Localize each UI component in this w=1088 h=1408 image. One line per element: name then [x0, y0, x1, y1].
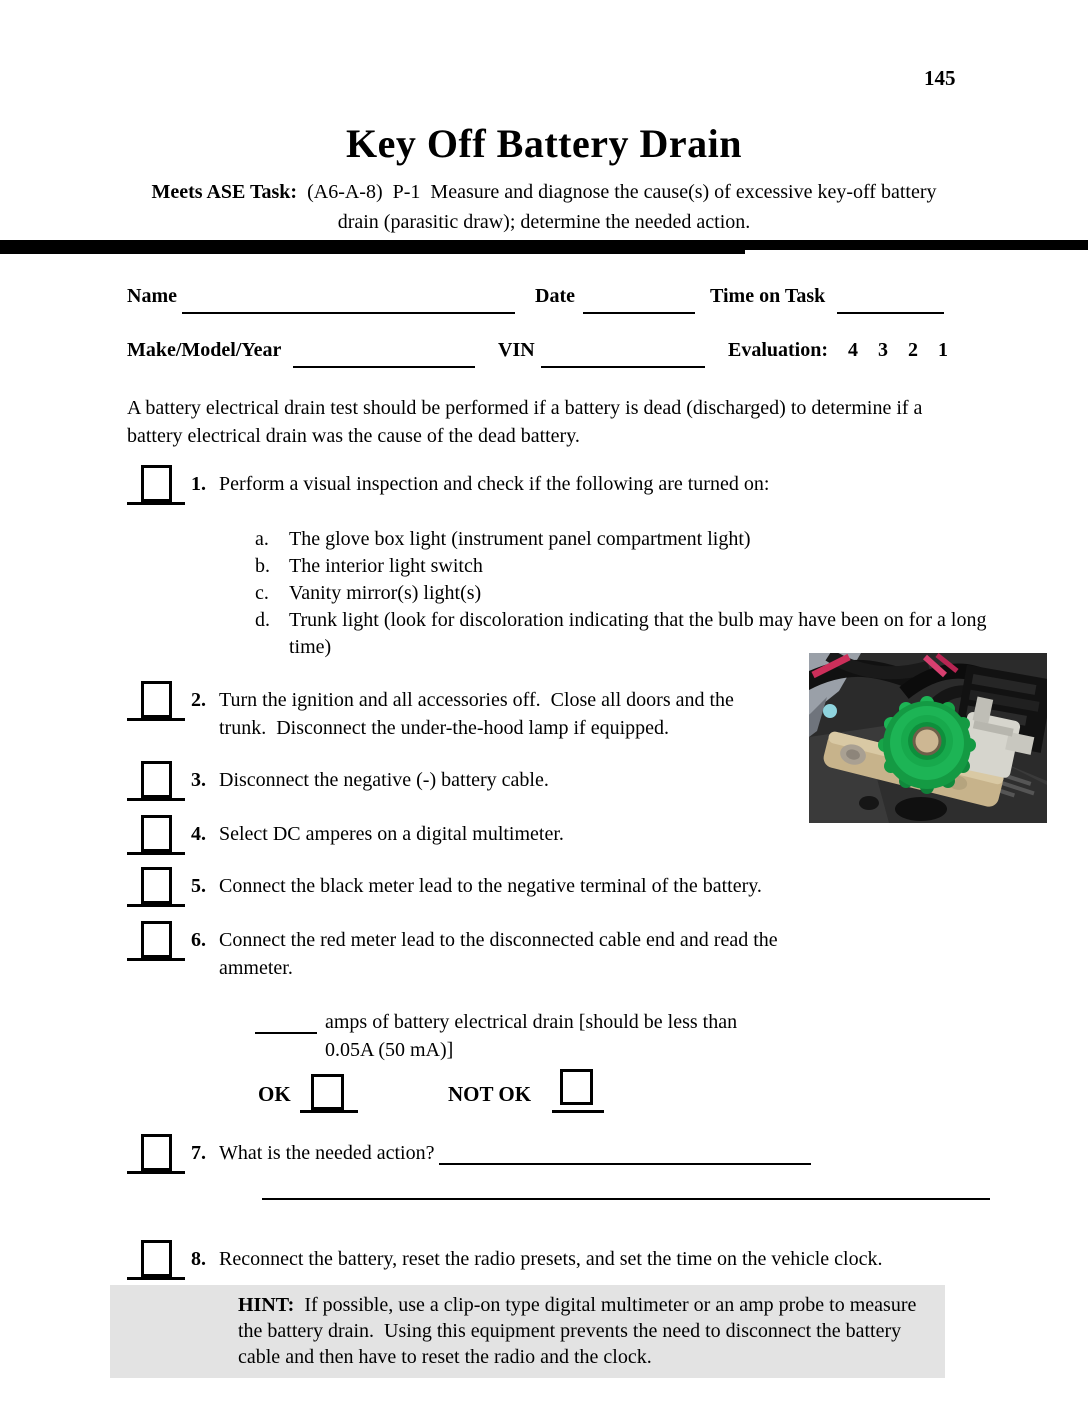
make-model-year-label: Make/Model/Year	[127, 339, 282, 361]
step-8	[127, 1245, 882, 1280]
step-3	[127, 766, 549, 801]
step-4-checkline	[127, 815, 185, 855]
name-blank[interactable]	[182, 285, 515, 314]
step-3-text: Disconnect the negative (-) battery cable.	[219, 769, 549, 791]
sub-item-c-text: Vanity mirror(s) light(s)	[289, 582, 482, 604]
sub-item-c	[255, 580, 1000, 607]
step-6-number: 6.	[191, 929, 206, 951]
step-7	[127, 1139, 811, 1174]
step-6	[127, 926, 794, 982]
step-1-checkline	[127, 465, 185, 505]
step-7-checkline	[127, 1134, 185, 1174]
step-7-number: 7.	[191, 1142, 206, 1164]
step-4	[127, 820, 564, 855]
step-8-checkline	[127, 1240, 185, 1280]
amps-text	[325, 1008, 795, 1064]
amps-blank[interactable]	[255, 1008, 317, 1034]
needed-action-blank-2[interactable]	[262, 1172, 990, 1200]
intro-paragraph: A battery electrical drain test should be performed if a battery is dead (discharged) to determine if a battery electrical drain was the cause of the dead battery.	[127, 397, 928, 447]
step-8-checkbox[interactable]	[141, 1240, 172, 1277]
sub-item-a-text: The glove box light (instrument panel compartment light)	[289, 528, 751, 550]
step-5	[127, 872, 762, 907]
time-on-task-blank[interactable]	[837, 285, 944, 314]
step-6-checkbox[interactable]	[141, 921, 172, 958]
sub-item-b	[255, 553, 1000, 580]
step-7-checkbox[interactable]	[141, 1134, 172, 1171]
step-3-checkline	[127, 761, 185, 801]
sub-item-a	[255, 526, 1000, 553]
step-5-checkbox[interactable]	[141, 867, 172, 904]
vehicle-row	[127, 339, 1027, 369]
vin-blank[interactable]	[541, 339, 705, 368]
step-2-number: 2.	[191, 689, 206, 711]
divider-bar-thick-left	[0, 249, 745, 254]
hint-text: If possible, use a clip-on type digital multimeter or an amp probe to measure the battery drain. Using this equipment prevents the need to disconnect the battery cable and then have to reset the radio and the clock.	[238, 1294, 922, 1368]
page-number: 145	[924, 66, 956, 90]
not-ok-checkline	[552, 1062, 604, 1113]
step-7-text: What is the needed action?	[219, 1142, 435, 1164]
step-2-checkbox[interactable]	[141, 681, 172, 718]
step-5-text: Connect the black meter lead to the negative terminal of the battery.	[219, 875, 762, 897]
sub-item-b-letter: b.	[255, 555, 270, 577]
step-6-checkline	[127, 921, 185, 961]
step-1-number: 1.	[191, 473, 206, 495]
step-1-text: Perform a visual inspection and check if the following are turned on:	[219, 473, 770, 495]
ok-label: OK	[258, 1082, 291, 1106]
sub-item-b-text: The interior light switch	[289, 555, 483, 577]
step-3-checkbox[interactable]	[141, 761, 172, 798]
sub-item-d-letter: d.	[255, 609, 270, 631]
battery-terminal-photo	[809, 653, 1047, 823]
hint-box	[110, 1285, 945, 1378]
amps-reading-row	[255, 1008, 795, 1064]
step-4-checkbox[interactable]	[141, 815, 172, 852]
ok-checkbox[interactable]	[311, 1074, 344, 1110]
step-8-number: 8.	[191, 1248, 206, 1270]
make-model-year-blank[interactable]	[293, 339, 475, 368]
sub-item-d-text: Trunk light (look for discoloration indicating that the bulb may have been on for a long time)	[289, 609, 992, 658]
hint-label: HINT:	[238, 1294, 295, 1316]
ok-notok-row	[258, 1062, 738, 1110]
battery-terminal-photo-image	[809, 653, 1047, 823]
sub-item-a-letter: a.	[255, 528, 269, 550]
page-title: Key Off Battery Drain	[346, 121, 742, 166]
step-1-sublist	[255, 526, 1000, 661]
evaluation-label: Evaluation:	[728, 339, 829, 361]
name-date-row	[127, 285, 1027, 315]
not-ok-checkbox[interactable]	[560, 1069, 593, 1105]
blue-fluid-dot	[823, 704, 837, 718]
sub-item-c-letter: c.	[255, 582, 269, 604]
step-8-text: Reconnect the battery, reset the radio presets, and set the time on the vehicle clock.	[219, 1248, 883, 1270]
step-5-number: 5.	[191, 875, 206, 897]
step-4-number: 4.	[191, 823, 206, 845]
not-ok-label: NOT OK	[448, 1082, 532, 1106]
date-blank[interactable]	[583, 285, 695, 314]
vin-label: VIN	[498, 339, 535, 361]
amps-text-line1: amps of battery electrical drain [should be less than	[325, 1011, 738, 1033]
step-1	[127, 470, 769, 505]
amps-text-line2: 0.05A (50 mA)]	[325, 1039, 454, 1061]
step-4-text: Select DC amperes on a digital multimeter.	[219, 823, 564, 845]
step-6-text: Connect the red meter lead to the disconnected cable end and read the ammeter.	[219, 929, 783, 979]
ase-task-label: Meets ASE Task:	[151, 181, 298, 203]
ase-task-text: (A6-A-8) P-1 Measure and diagnose the cause(s) of excessive key-off battery drain (parasitic draw); determine the needed action.	[297, 181, 942, 233]
name-label: Name	[127, 285, 177, 307]
step-3-number: 3.	[191, 769, 206, 791]
evaluation-values: 4 3 2 1	[848, 339, 948, 361]
step-2-checkline	[127, 681, 185, 721]
step-1-checkbox[interactable]	[141, 465, 172, 502]
step-2	[127, 686, 781, 742]
ase-task-line	[134, 177, 954, 237]
needed-action-blank-1[interactable]	[439, 1157, 811, 1165]
step-7-line	[219, 1139, 811, 1167]
time-on-task-label: Time on Task	[710, 285, 826, 307]
step-5-checkline	[127, 867, 185, 907]
step-2-text: Turn the ignition and all accessories off. Close all doors and the trunk. Disconnect the under-the-hood lamp if equipped.	[219, 689, 739, 739]
date-label: Date	[535, 285, 575, 307]
ok-checkline	[300, 1062, 358, 1113]
